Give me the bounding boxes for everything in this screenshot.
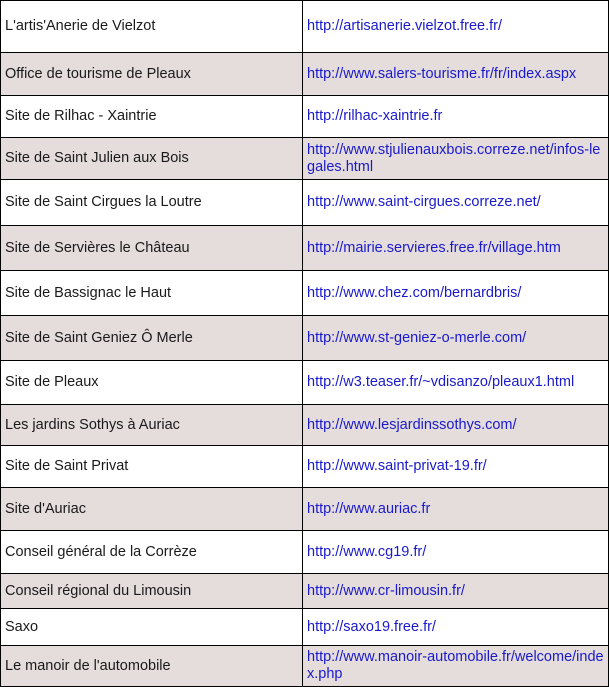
site-name-cell: Le manoir de l'automobile <box>1 646 303 687</box>
table-row <box>1 405 609 446</box>
table-row <box>1 271 609 316</box>
table-row <box>1 180 609 226</box>
site-name-cell: Site de Pleaux <box>1 361 303 405</box>
site-url-cell <box>303 361 609 405</box>
site-url-link[interactable]: http://www.auriac.fr <box>307 500 431 517</box>
site-url-link[interactable]: http://www.manoir-automobile.fr/welcome/index.php <box>307 649 604 682</box>
site-url-cell <box>303 226 609 271</box>
site-url-link[interactable]: http://www.lesjardinssothys.com/ <box>307 416 517 433</box>
site-url-link[interactable]: http://www.chez.com/bernardbris/ <box>307 284 522 301</box>
site-url-cell <box>303 405 609 446</box>
table-row <box>1 609 609 646</box>
site-url-cell <box>303 446 609 488</box>
site-name-cell: Saxo <box>1 609 303 646</box>
site-url-link[interactable]: http://artisanerie.vielzot.free.fr/ <box>307 18 503 34</box>
site-url-cell <box>303 488 609 531</box>
table-row <box>1 96 609 138</box>
site-name-cell: Site d'Auriac <box>1 488 303 531</box>
table-row <box>1 316 609 361</box>
table-row <box>1 646 609 687</box>
site-name-cell: Site de Rilhac - Xaintrie <box>1 96 303 138</box>
site-url-link[interactable]: http://rilhac-xaintrie.fr <box>307 108 443 124</box>
site-name-cell: Les jardins Sothys à Auriac <box>1 405 303 446</box>
site-url-cell <box>303 609 609 646</box>
links-table-body <box>1 1 609 687</box>
site-url-link[interactable]: http://w3.teaser.fr/~vdisanzo/pleaux1.html <box>307 374 575 390</box>
table-row <box>1 574 609 609</box>
table-row <box>1 53 609 96</box>
site-url-link[interactable]: http://mairie.servieres.free.fr/village.htm <box>307 239 561 256</box>
site-url-cell <box>303 96 609 138</box>
table-row <box>1 488 609 531</box>
site-name-cell: L'artis'Anerie de Vielzot <box>1 1 303 53</box>
site-name-cell: Site de Saint Julien aux Bois <box>1 138 303 180</box>
site-url-cell <box>303 180 609 226</box>
site-url-link[interactable]: http://www.st-geniez-o-merle.com/ <box>307 329 527 346</box>
site-url-link[interactable]: http://saxo19.free.fr/ <box>307 618 436 635</box>
site-name-cell: Conseil général de la Corrèze <box>1 531 303 574</box>
site-url-link[interactable]: http://www.saint-privat-19.fr/ <box>307 458 487 474</box>
site-url-link[interactable]: http://www.stjulienauxbois.correze.net/infos-legales.html <box>307 141 601 175</box>
site-name-cell: Conseil régional du Limousin <box>1 574 303 609</box>
site-url-link[interactable]: http://www.cr-limousin.fr/ <box>307 582 465 599</box>
site-url-link[interactable]: http://www.cg19.fr/ <box>307 543 427 560</box>
site-url-cell <box>303 1 609 53</box>
site-url-cell <box>303 53 609 96</box>
table-row <box>1 1 609 53</box>
site-url-cell <box>303 271 609 316</box>
table-row <box>1 138 609 180</box>
site-url-cell <box>303 138 609 180</box>
table-row <box>1 531 609 574</box>
site-url-cell <box>303 531 609 574</box>
site-url-link[interactable]: http://www.salers-tourisme.fr/fr/index.aspx <box>307 65 577 82</box>
site-name-cell: Site de Servières le Château <box>1 226 303 271</box>
site-name-cell: Site de Saint Geniez Ô Merle <box>1 316 303 361</box>
site-name-cell: Office de tourisme de Pleaux <box>1 53 303 96</box>
site-name-cell: Site de Saint Cirgues la Loutre <box>1 180 303 226</box>
site-url-cell <box>303 574 609 609</box>
site-url-link[interactable]: http://www.saint-cirgues.correze.net/ <box>307 194 541 210</box>
site-url-cell <box>303 316 609 361</box>
site-name-cell: Site de Bassignac le Haut <box>1 271 303 316</box>
site-url-cell <box>303 646 609 687</box>
table-row <box>1 446 609 488</box>
site-name-cell: Site de Saint Privat <box>1 446 303 488</box>
table-row <box>1 361 609 405</box>
table-row <box>1 226 609 271</box>
